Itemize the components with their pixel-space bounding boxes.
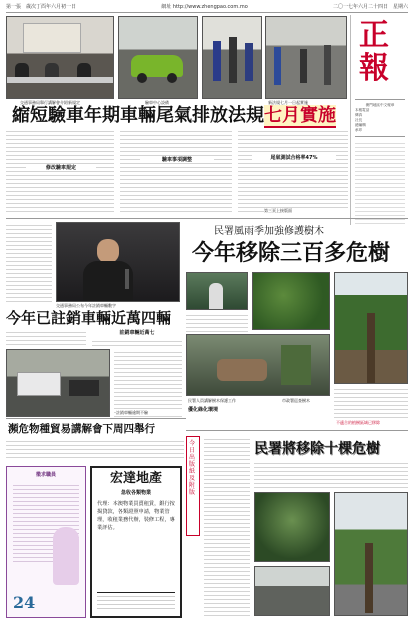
header-left: 第一張 歲次丁酉年六月初一日 xyxy=(6,4,77,10)
ad-right-title: 宏達地產 xyxy=(109,471,162,486)
ad-left xyxy=(6,466,86,618)
header-center: 網址 http://www.zhengpao.com.mo xyxy=(161,4,248,10)
lead-kicker: 第三頁上接版面 xyxy=(264,208,348,214)
bottom-vertical-text: 今日出版紙及附版 xyxy=(189,440,196,496)
lead-headline-main: 縮短驗車年期車輛尾氣排放法規 xyxy=(12,105,264,126)
vehicles-body-bottom xyxy=(114,349,182,417)
vehicles-headline: 今年已註銷車輛近萬四輛 xyxy=(6,309,172,327)
masthead-info-6: 承印 xyxy=(355,128,363,132)
masthead-info-2: 本報電話 xyxy=(355,108,370,112)
lead-photo-inspection xyxy=(202,16,262,99)
bottom-headline: 民署將移除十棵危樹 xyxy=(254,441,380,457)
lead-body-col-2 xyxy=(120,128,232,214)
vehicles-caption-1: 交通事務局公布今年註銷車輛數字 xyxy=(56,303,116,308)
lead-caption-2: 驗車中心設備 xyxy=(145,100,169,105)
trees-photo-officials xyxy=(186,272,248,310)
vehicles-body-top xyxy=(6,222,52,302)
masthead-info-1: 澳門地區中文報章 xyxy=(365,103,395,107)
trees-body-right xyxy=(334,386,408,418)
trees-photo-stump xyxy=(186,334,330,396)
lead-caption-3: 新法規七月一日起實施 xyxy=(268,100,308,105)
ad-right-contact xyxy=(97,592,175,610)
lead-photo-car xyxy=(118,16,198,99)
ad-left-number: 24 xyxy=(13,593,36,612)
lead-headline xyxy=(12,105,348,127)
trees-headline xyxy=(192,240,404,266)
trees-caption-2: 市政署巡查樹木 xyxy=(282,398,310,403)
header-right: 二〇一七年六月二十四日 星期六 xyxy=(332,4,408,10)
section-divider-3 xyxy=(186,430,408,431)
bottom-body-left xyxy=(204,436,250,616)
bottom-photo-tree-2 xyxy=(334,492,408,616)
trees-kicker: 民署風雨季加強修護樹木 xyxy=(214,226,324,237)
lead-caption-1: 交通事務局舉行講解會介紹新規定 xyxy=(20,100,80,105)
ad-left-title: 徵求職員 xyxy=(35,472,56,478)
masthead-title: 正報 xyxy=(359,18,389,86)
trees-headline-main: 今年移除 xyxy=(192,240,281,266)
page-header xyxy=(6,3,408,13)
ad-left-figure xyxy=(53,527,79,585)
trees-caption-3: 不適合的植樹區域已移除 xyxy=(336,420,380,425)
vehicles-body-mid xyxy=(6,329,86,345)
masthead-info-5: 總編輯 xyxy=(355,123,366,127)
trees-headline-accent: 三百多危樹 xyxy=(280,240,391,266)
lead-photo-presentation xyxy=(6,16,114,99)
lead-body-col-3 xyxy=(238,128,348,214)
vehicles-subbox xyxy=(92,329,182,347)
masthead-text-block xyxy=(355,140,405,226)
ad-right-body: 代理：本澳物業買賣租賃，銀行按揭貸款，各類證照申請，物業管理，收租業務代辦，裝修工程，專業評估。 xyxy=(97,501,175,531)
ad-right xyxy=(90,466,182,618)
trees-caption-1: 民署人員講解樹木保護工作 xyxy=(188,398,236,403)
masthead-info-4: 社長 xyxy=(355,118,363,122)
lead-subhead-1: 修改驗車規定 xyxy=(26,164,96,171)
lead-subhead-2: 驗車事項調整 xyxy=(140,156,214,163)
trade-body xyxy=(6,438,184,460)
trees-photo-canopy xyxy=(252,272,330,330)
masthead-info-3: 傳真 xyxy=(355,113,363,117)
lead-body-col-1 xyxy=(6,128,114,214)
masthead-info-block xyxy=(355,99,405,226)
ad-right-subtitle: 急收各類物業 xyxy=(120,490,151,496)
vehicles-photo-speaker xyxy=(56,222,180,302)
bottom-photo-tree-1 xyxy=(254,492,330,562)
vehicles-photo-street xyxy=(6,349,110,417)
trade-headline: 瀕危物種貿易講解會下周四舉行 xyxy=(8,423,155,435)
lead-subhead-3: 尾氣測試合格率47% xyxy=(252,154,336,161)
trees-photo-large-tree xyxy=(334,272,408,384)
lead-headline-accent: 七月實施 xyxy=(264,105,336,126)
trees-subhead: 優化綠化環境 xyxy=(188,407,219,413)
vehicles-caption-2: 註銷車輛逾期不驗 xyxy=(116,410,182,416)
masthead xyxy=(350,15,408,225)
bottom-photo-street xyxy=(254,566,330,616)
bottom-body-mid xyxy=(254,460,408,488)
trees-body-left xyxy=(186,312,248,332)
lead-photo-hall xyxy=(265,16,347,99)
lead-body xyxy=(6,128,348,214)
section-divider-2 xyxy=(6,418,186,419)
section-divider-1 xyxy=(6,218,408,219)
vehicles-subhead: 註銷車輛近萬七 xyxy=(119,330,155,336)
bottom-vertical-banner xyxy=(186,436,200,536)
